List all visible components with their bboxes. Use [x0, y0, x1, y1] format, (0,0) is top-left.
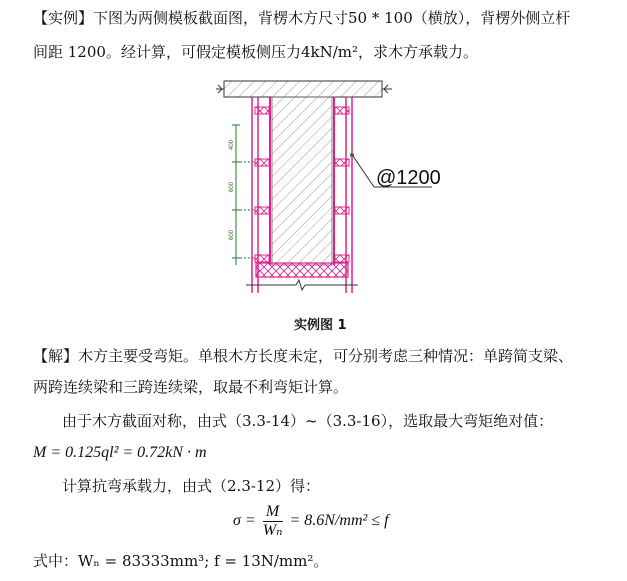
moment-formula: M = 0.125ql² = 0.72kN · m — [33, 444, 207, 461]
sigma-rhs: = 8.6N/mm² ≤ f — [289, 512, 389, 529]
bottom-base — [256, 263, 348, 277]
solution-line-3: 由于木方截面对称，由式（3.3-14）~（3.3-16），选取最大弯矩绝对值： — [62, 412, 554, 430]
solution-line-2: 两跨连续梁和三跨连续梁，取最不利弯矩计算。 — [33, 378, 349, 396]
solution-line-4: 计算抗弯承载力，由式（2.3-12）得： — [62, 477, 321, 495]
solution-line-1: 【解】木方主要受弯矩。单根木方长度未定，可分别考虑三种情况：单跨简支梁、 — [33, 347, 574, 365]
intro-line-1: 【实例】下图为两侧模板截面图，背楞木方尺寸50 * 100（横放），背楞外侧立杆 — [33, 9, 571, 27]
where-line: 式中：Wₙ = 83333mm³; f = 13N/mm²。 — [33, 552, 329, 570]
intro-line-2: 间距 1200。经计算，可假定模板侧压力4kN/m²，求木方承载力。 — [33, 43, 478, 61]
break-line — [246, 280, 358, 290]
sigma-fraction — [263, 503, 283, 540]
sigma-formula — [233, 502, 389, 540]
spacing-label: @1200 — [376, 167, 441, 189]
left-timber-ribs — [255, 107, 269, 262]
dim-label-1: 400 — [229, 139, 235, 151]
right-timber-ribs — [335, 107, 349, 262]
dim-label-2: 600 — [229, 181, 235, 193]
sigma-denominator: Wₙ — [262, 521, 283, 539]
top-slab — [216, 81, 392, 97]
sigma-lhs: σ = — [233, 512, 256, 529]
figure-caption: 实例图 1 — [294, 318, 347, 333]
formwork-section-figure — [0, 75, 627, 325]
dim-label-3: 600 — [229, 229, 235, 241]
concrete-wall — [272, 97, 332, 265]
sigma-numerator: M — [263, 503, 283, 522]
